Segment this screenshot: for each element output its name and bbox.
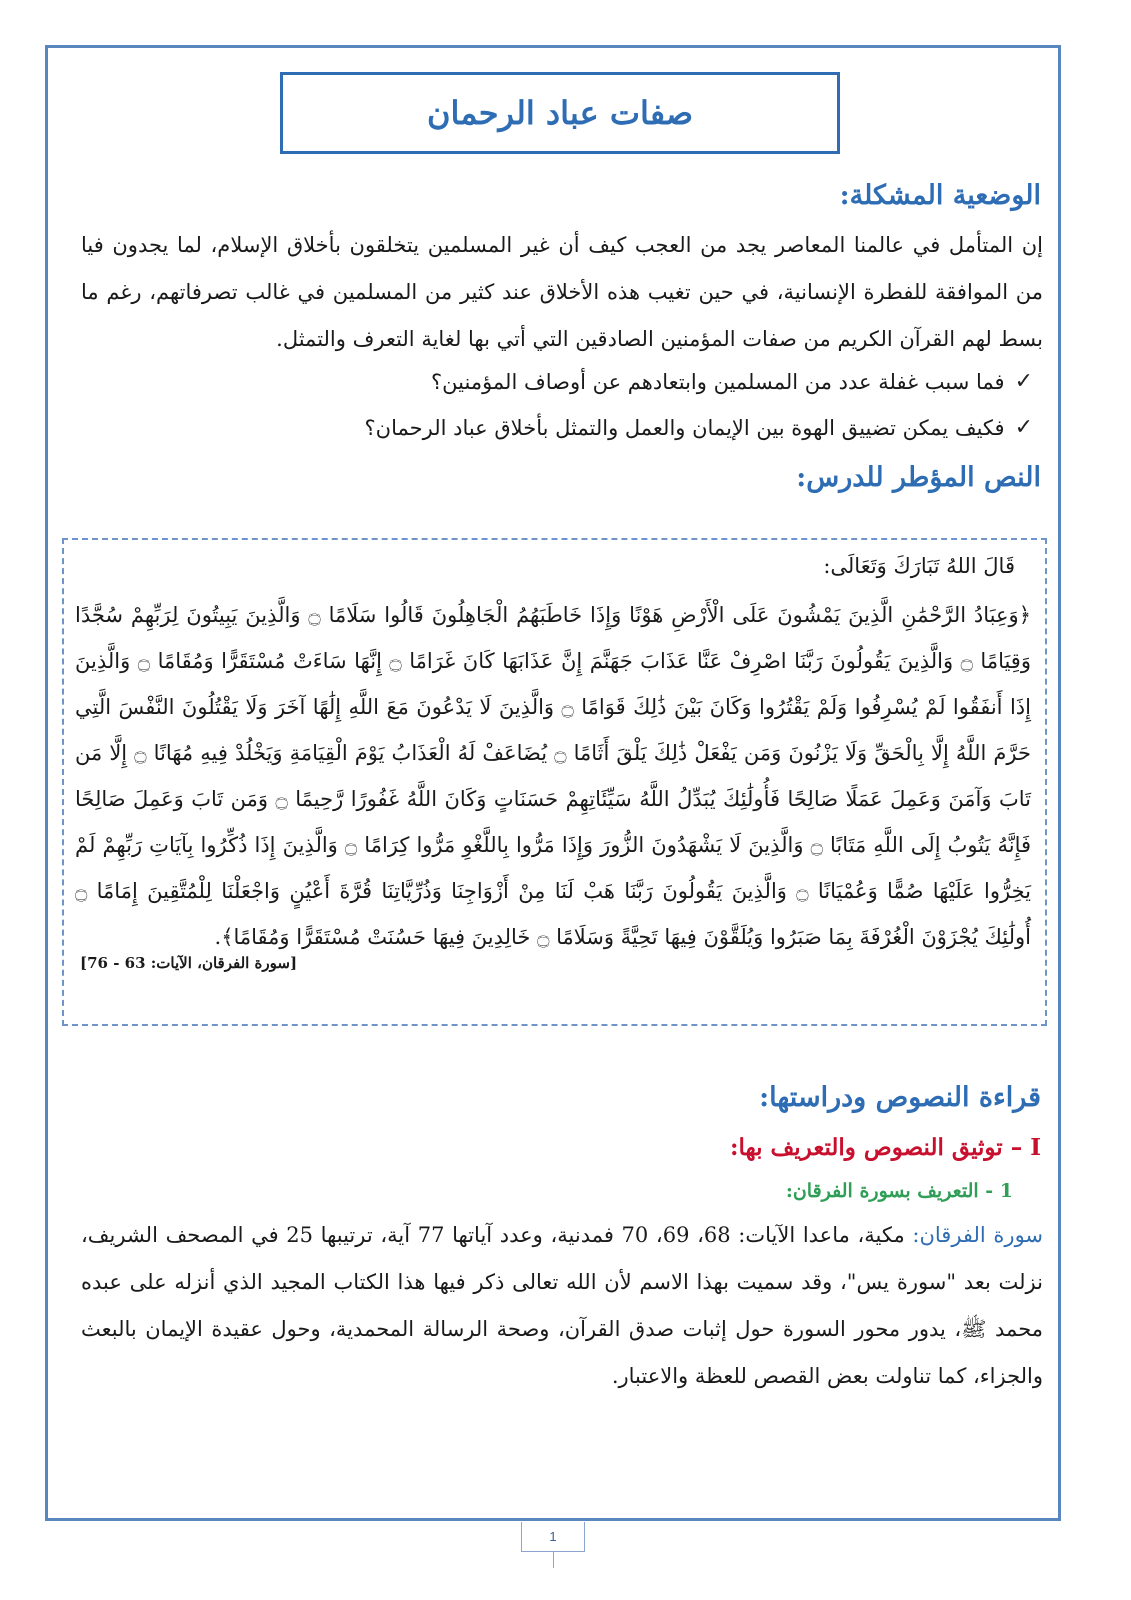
situation-paragraph: إن المتأمل في عالمنا المعاصر يجد من العجب كيف أن غير المسلمين يتخلقون بأخلاق الإسلام، لما يجدون فيا من الموافقة للفطرة الإنسانية، في حين تغيب هذه الأخلاق عند كثير من المسلمين في غالب تصرفاتهم، رغم ما بسط لهم القرآن الكريم من صفات المؤمنين الصادقين التي أتي بها لغاية التعرف والتمثل.: [81, 233, 1043, 351]
page-number-tick: [553, 1552, 554, 1568]
surah-paragraph: [81, 1212, 1043, 1400]
question-text: فما سبب غفلة عدد من المسلمين وابتعادهم عن أوصاف المؤمنين؟: [431, 370, 1005, 394]
page-number: 1: [521, 1522, 585, 1552]
verse-intro: قَالَ اللهُ تَبَارَكَ وَتَعَالَى:: [823, 554, 1015, 578]
surah-term: سورة الفرقان:: [912, 1223, 1044, 1247]
verse-source: [سورة الفرقان، الآيات: 63 - 76]: [80, 954, 298, 972]
framing-text-heading: النص المؤطر للدرس:: [796, 462, 1041, 493]
title-box: [280, 72, 840, 154]
question-text: فكيف يمكن تضييق الهوة بين الإيمان والعمل والتمثل بأخلاق عباد الرحمان؟: [364, 416, 1005, 440]
question-item: [365, 408, 1033, 448]
surah-intro-subheading: 1 - التعريف بسورة الفرقان:: [785, 1180, 1013, 1202]
documentation-subheading: I – توثيق النصوص والتعريف بها:: [729, 1134, 1041, 1161]
reading-heading: قراءة النصوص ودراستها:: [759, 1082, 1041, 1113]
check-icon: ✓: [1014, 369, 1033, 394]
verse-text: ﴿وَعِبَادُ الرَّحْمَٰنِ الَّذِينَ يَمْشُونَ عَلَى الْأَرْضِ هَوْنًا وَإِذَا خَاطَبَهُمُ الْجَاهِلُونَ قَالُوا سَلَامًا ۝ وَالَّذِينَ يَبِيتُونَ لِرَبِّهِمْ سُجَّدًا وَقِيَامًا ۝ وَالَّذِينَ يَقُولُونَ رَبَّنَا اصْرِفْ عَنَّا عَذَابَ جَهَنَّمَ إِنَّ عَذَابَهَا كَانَ غَرَامًا ۝ إِنَّهَا سَاءَتْ مُسْتَقَرًّا وَمُقَامًا ۝ وَالَّذِينَ إِذَا أَنفَقُوا لَمْ يُسْرِفُوا وَلَمْ يَقْتُرُوا وَكَانَ بَيْنَ ذَٰلِكَ قَوَامًا ۝ وَالَّذِينَ لَا يَدْعُونَ مَعَ اللَّهِ إِلَٰهًا آخَرَ وَلَا يَقْتُلُونَ النَّفْسَ الَّتِي حَرَّمَ اللَّهُ إِلَّا بِالْحَقِّ وَلَا يَزْنُونَ وَمَن يَفْعَلْ ذَٰلِكَ يَلْقَ أَثَامًا ۝ يُضَاعَفْ لَهُ الْعَذَابُ يَوْمَ الْقِيَامَةِ وَيَخْلُدْ فِيهِ مُهَانًا ۝ إِلَّا مَن تَابَ وَآمَنَ وَعَمِلَ عَمَلًا صَالِحًا فَأُولَٰئِكَ يُبَدِّلُ اللَّهُ سَيِّئَاتِهِمْ حَسَنَاتٍ وَكَانَ اللَّهُ غَفُورًا رَّحِيمًا ۝ وَمَن تَابَ وَعَمِلَ صَالِحًا فَإِنَّهُ يَتُوبُ إِلَى اللَّهِ مَتَابًا ۝ وَالَّذِينَ لَا يَشْهَدُونَ الزُّورَ وَإِذَا مَرُّوا بِاللَّغْوِ مَرُّوا كِرَامًا ۝ وَالَّذِينَ إِذَا ذُكِّرُوا بِآيَاتِ رَبِّهِمْ لَمْ يَخِرُّوا عَلَيْهَا صُمًّا وَعُمْيَانًا ۝ وَالَّذِينَ يَقُولُونَ رَبَّنَا هَبْ لَنَا مِنْ أَزْوَاجِنَا وَذُرِّيَّاتِنَا قُرَّةَ أَعْيُنٍ وَاجْعَلْنَا لِلْمُتَّقِينَ إِمَامًا ۝ أُولَٰئِكَ يُجْزَوْنَ الْغُرْفَةَ بِمَا صَبَرُوا وَيُلَقَّوْنَ فِيهَا تَحِيَّةً وَسَلَامًا ۝ خَالِدِينَ فِيهَا حَسُنَتْ مُسْتَقَرًّا وَمُقَامًا﴾.: [75, 603, 1032, 949]
question-item: [431, 362, 1033, 402]
page-title: صفات عباد الرحمان: [426, 94, 694, 132]
verse-box: [62, 538, 1047, 1026]
surah-description: مكية، ماعدا الآيات: 68، 69، 70 فمدنية، وعدد آياتها 77 آية، ترتيبها 25 في المصحف الشريف، نزلت بعد "سورة يس"، وقد سميت بهذا الاسم لأن الله تعالى ذكر فيها هذا الكتاب المجيد الذي أنزله على عبده محمد ﷺ، يدور محور السورة حول إثبات صدق القرآن، وصحة الرسالة المحمدية، وحول عقيدة الإيمان بالبعث والجزاء، كما تناولت بعض القصص للعظة والاعتبار.: [81, 1223, 1043, 1388]
situation-heading: الوضعية المشكلة:: [839, 180, 1041, 211]
check-icon: ✓: [1014, 415, 1033, 440]
